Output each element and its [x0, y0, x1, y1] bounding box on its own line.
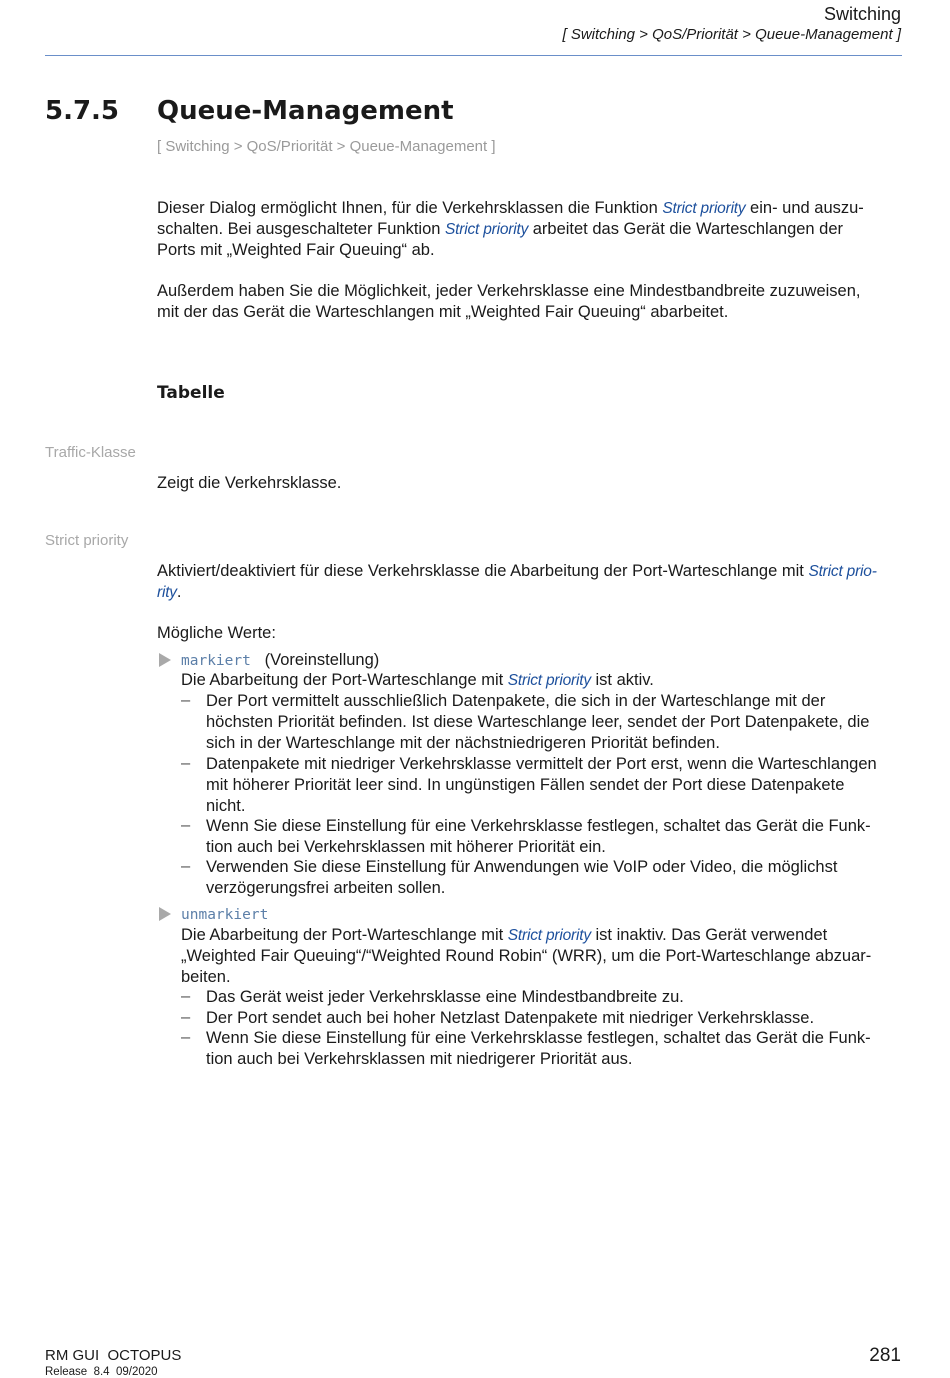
text: beiten.: [181, 968, 231, 986]
text: Der Port sendet auch bei hoher Netzlast Datenpakete mit niedriger Verkehrsklasse.: [206, 1009, 815, 1027]
intro-paragraph-1: [157, 198, 903, 261]
intro-paragraph-2: [157, 281, 903, 323]
param-desc-traffic-class: Zeigt die Verkehrsklasse.: [157, 474, 342, 492]
header-divider: [45, 55, 902, 56]
footer-product: RM GUI OCTOPUS: [45, 1347, 182, 1364]
dash-bullet: –: [181, 691, 191, 709]
list-item: [206, 816, 906, 858]
section-title: Queue-Management: [157, 96, 454, 126]
dash-bullet: –: [181, 754, 191, 772]
text: ist inaktiv. Das Gerät verwendet: [590, 926, 828, 944]
list-item: [206, 857, 906, 899]
text: mit der das Gerät die Warteschlangen mit „Weighted Fair Queuing“ abarbeitet.: [157, 303, 729, 321]
list-item: [206, 754, 906, 817]
list-item: [206, 987, 906, 1008]
dash-bullet: –: [181, 816, 191, 834]
list-item: [206, 1008, 906, 1029]
text: .: [176, 583, 182, 601]
default-note: (Voreinstellung): [264, 651, 380, 669]
footer-release: Release 8.4 09/2020: [45, 1366, 158, 1378]
text: sich in der Warteschlange mit der nächstniedrigeren Priorität befinden.: [206, 734, 720, 752]
text: ist aktiv.: [590, 671, 654, 689]
list-item: [206, 691, 906, 754]
text: Ports mit „Weighted Fair Queuing“ ab.: [157, 241, 435, 259]
dash-bullet: –: [181, 1008, 191, 1026]
param-label-strict-priority: Strict priority: [45, 532, 129, 549]
option-marked-row: [181, 650, 379, 672]
section-breadcrumb: [ Switching > QoS/Priorität > Queue-Management ]: [157, 138, 496, 155]
option-value-unmarked: unmarkiert: [181, 907, 269, 923]
option-marked-description: [181, 670, 654, 691]
text: tion auch bei Verkehrsklassen mit niedrigerer Priorität aus.: [206, 1050, 633, 1068]
text: Die Abarbeitung der Port-Warteschlange mit: [181, 926, 508, 944]
text: höchsten Priorität befinden. Ist diese Warteschlange leer, sendet der Port Datenpakete, die: [206, 713, 870, 731]
page-number: 281: [869, 1345, 901, 1366]
option-value-marked: markiert: [181, 653, 251, 669]
text: tion auch bei Verkehrsklassen mit höherer Priorität ein.: [206, 838, 606, 856]
text: „Weighted Fair Queuing“/“Weighted Round Robin“ (WRR), um die Port-Warteschlange abzuar-: [181, 947, 872, 965]
strict-priority-term: Strict prio-: [808, 563, 877, 580]
text: Aktiviert/deaktiviert für diese Verkehrsklasse die Abarbeitung der Port-Warteschlange mit: [157, 562, 809, 580]
dash-bullet: –: [181, 1028, 191, 1046]
text: nicht.: [206, 797, 246, 815]
strict-priority-term: rity: [157, 584, 177, 601]
text: ein- und auszu-: [745, 199, 864, 217]
param-desc-strict-priority: [157, 561, 903, 603]
text: arbeitet das Gerät die Warteschlangen der: [528, 220, 844, 238]
list-item: [206, 1028, 906, 1070]
dash-bullet: –: [181, 987, 191, 1005]
text: Das Gerät weist jeder Verkehrsklasse eine Mindestbandbreite zu.: [206, 988, 684, 1006]
page-header-title: Switching: [823, 4, 901, 24]
text: Außerdem haben Sie die Möglichkeit, jeder Verkehrsklasse eine Mindestbandbreite zuzuweisen,: [157, 282, 861, 300]
strict-priority-term: Strict priority: [507, 927, 591, 944]
text: Datenpakete mit niedriger Verkehrsklasse vermittelt der Port erst, wenn die Warteschlangen: [206, 755, 877, 773]
text: Wenn Sie diese Einstellung für eine Verkehrsklasse festlegen, schaltet das Gerät die Funk-: [206, 817, 871, 835]
text: Verwenden Sie diese Einstellung für Anwendungen wie VoIP oder Video, die möglichst: [206, 858, 838, 876]
strict-priority-term: Strict priority: [662, 200, 746, 217]
option-unmarked-row: [181, 904, 268, 926]
option-unmarked-description: [181, 925, 906, 988]
text: Der Port vermittelt ausschließlich Datenpakete, die sich in der Warteschlange mit der: [206, 692, 826, 710]
strict-priority-term: Strict priority: [445, 221, 529, 238]
possible-values-label: Mögliche Werte:: [157, 624, 276, 642]
strict-priority-term: Strict priority: [507, 672, 591, 689]
text: mit höherer Priorität leer sind. In ungünstigen Fällen sendet der Port diese Datenpakete: [206, 776, 845, 794]
param-label-traffic-class: Traffic-Klasse: [45, 444, 136, 461]
text: Wenn Sie diese Einstellung für eine Verkehrsklasse festlegen, schaltet das Gerät die Funk-: [206, 1029, 871, 1047]
bullet-triangle-icon: [159, 907, 171, 921]
text: verzögerungsfrei arbeiten sollen.: [206, 879, 446, 897]
text: schalten. Bei ausgeschalteter Funktion: [157, 220, 446, 238]
dash-bullet: –: [181, 857, 191, 875]
bullet-triangle-icon: [159, 653, 171, 667]
text: Dieser Dialog ermöglicht Ihnen, für die Verkehrsklassen die Funktion: [157, 199, 663, 217]
page-header-breadcrumb: [ Switching > QoS/Priorität > Queue-Management ]: [562, 26, 901, 43]
section-number: 5.7.5: [45, 96, 120, 126]
table-heading: Tabelle: [157, 383, 225, 403]
text: Die Abarbeitung der Port-Warteschlange mit: [181, 671, 508, 689]
